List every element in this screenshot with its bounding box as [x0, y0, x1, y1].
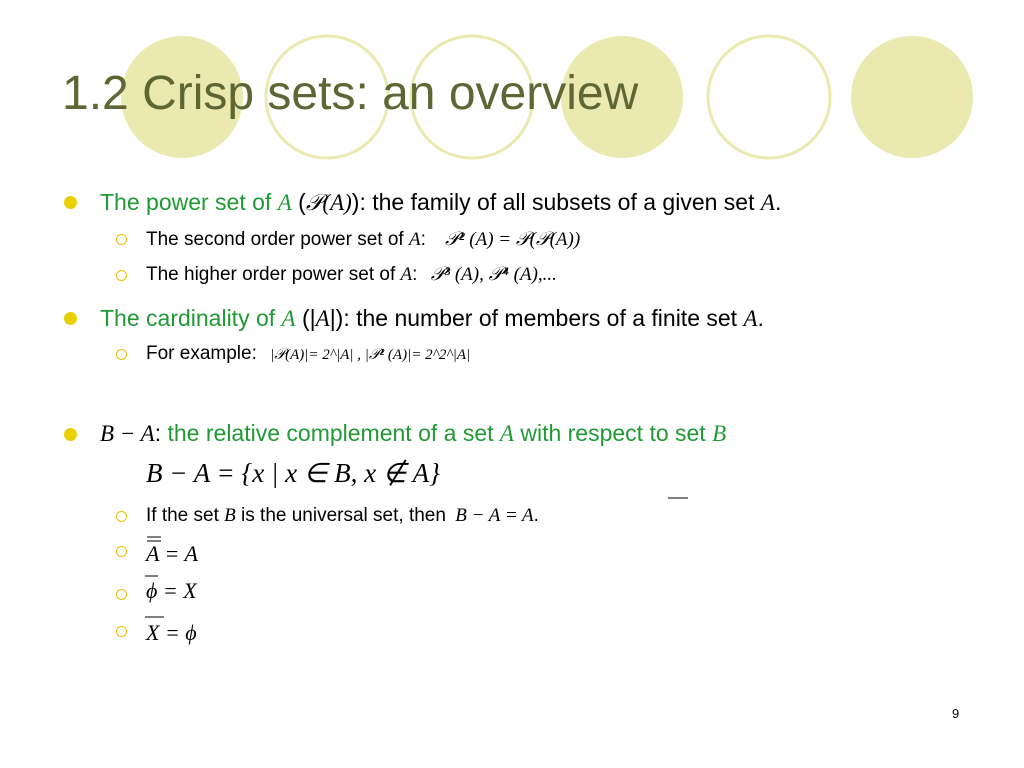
higher-order-math: 𝒫³ (A), 𝒫⁴ (A),...	[430, 264, 557, 285]
page-number: 9	[952, 706, 960, 721]
sub-bullet-second-order: The second order power set of A: 𝒫² (A) = 𝒫(𝒫(A))	[146, 229, 581, 250]
universal-complement-empty-math: X = ϕ	[146, 620, 197, 645]
slide-title: 1.2 Crisp sets: an overview	[62, 67, 639, 120]
sub-bullet-example: For example: |𝒫(A)|= 2^|A| , |𝒫² (A)|= 2^2^|A|	[146, 343, 471, 364]
bullet-relative-complement: B − A: the relative complement of a set A with respect to set B	[100, 420, 727, 446]
power-set-math: 𝒫(A)	[305, 190, 352, 215]
sub-bullet-higher-order: The higher order power set of A: 𝒫³ (A), 𝒫⁴ (A),...	[146, 264, 557, 285]
complement-math: B − A	[100, 421, 155, 446]
sub-bullet-universal-set: If the set B is the universal set, then B − A = A.	[146, 505, 539, 526]
empty-complement-math: ϕ = X	[146, 578, 197, 603]
bullet-cardinality: The cardinality of A (|A|): the number of members of a finite set A.	[100, 305, 764, 331]
complement-definition: B − A = {x | x ∈ B, x ∉ A}	[146, 458, 440, 488]
bullet-power-set: The power set of A (𝒫(A)): the family of all subsets of a given set A.	[100, 189, 782, 215]
universal-complement-math: B − A = A	[455, 505, 534, 526]
double-complement-math: A = A	[146, 541, 198, 566]
second-order-math: 𝒫² (A) = 𝒫(𝒫(A))	[445, 229, 581, 250]
example-math: |𝒫(A)|= 2^|A| , |𝒫² (A)|= 2^2^|A|	[270, 347, 471, 363]
